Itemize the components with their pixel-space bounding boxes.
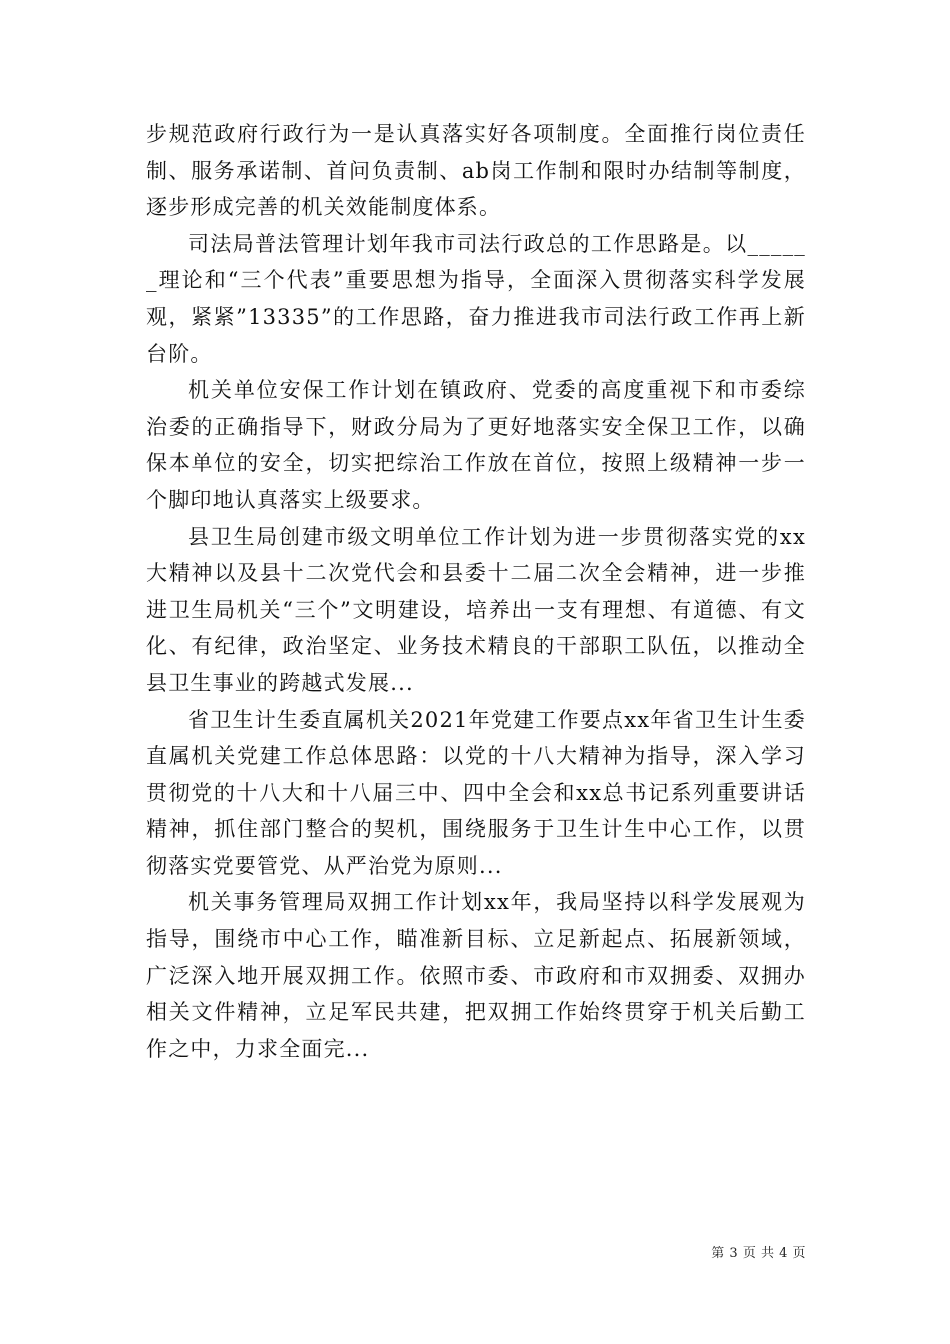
paragraph-party-building-points: 省卫生计生委直属机关2021年党建工作要点xx年省卫生计生委直属机关党建工作总体思路：以党的十八大精神为指导，深入学习贯彻党的十八大和十八届三中、四中全会和xx总书记系列重要讲话精神，抓住部门整合的契机，围绕服务于卫生计生中心工作，以贯彻落实党要管党、从严治党为原则...: [146, 707, 806, 878]
paragraph-dual-support-plan: 机关事务管理局双拥工作计划xx年，我局坚持以科学发展观为指导，围绕市中心工作，瞄准新目标、立足新起点、拓展新领域，广泛深入地开展双拥工作。依照市委、市政府和市双拥委、双拥办相关文件精神，立足军民共建，把双拥工作始终贯穿于机关后勤工作之中，力求全面完...: [146, 890, 806, 1061]
page-number: 第 3 页 共 4 页: [711, 1246, 806, 1261]
paragraph-continued: 步规范政府行政行为一是认真落实好各项制度。全面推行岗位责任制、服务承诺制、首问负责制、ab岗工作制和限时办结制等制度，逐步形成完善的机关效能制度体系。: [146, 122, 806, 220]
document-body: [146, 116, 806, 1067]
paragraph-security-work-plan: 机关单位安保工作计划在镇政府、党委的高度重视下和市委综治委的正确指导下，财政分局为了更好地落实安全保卫工作，以确保本单位的安全，切实把综治工作放在首位，按照上级精神一步一个脚印地认真落实上级要求。: [146, 378, 806, 512]
paragraph-civilized-unit-plan: 县卫生局创建市级文明单位工作计划为进一步贯彻落实党的xx大精神以及县十二次党代会和县委十二届二次全会精神，进一步推进卫生局机关“三个”文明建设，培养出一支有理想、有道德、有文化、有纪律，政治坚定、业务技术精良的干部职工队伍，以推动全县卫生事业的跨越式发展...: [146, 524, 806, 695]
paragraph-legal-publicity-plan: 司法局普法管理计划年我市司法行政总的工作思路是。以______理论和“三个代表”重要思想为指导，全面深入贯彻落实科学发展观，紧紧”13335”的工作思路，奋力推进我市司法行政工作再上新台阶。: [146, 231, 806, 366]
